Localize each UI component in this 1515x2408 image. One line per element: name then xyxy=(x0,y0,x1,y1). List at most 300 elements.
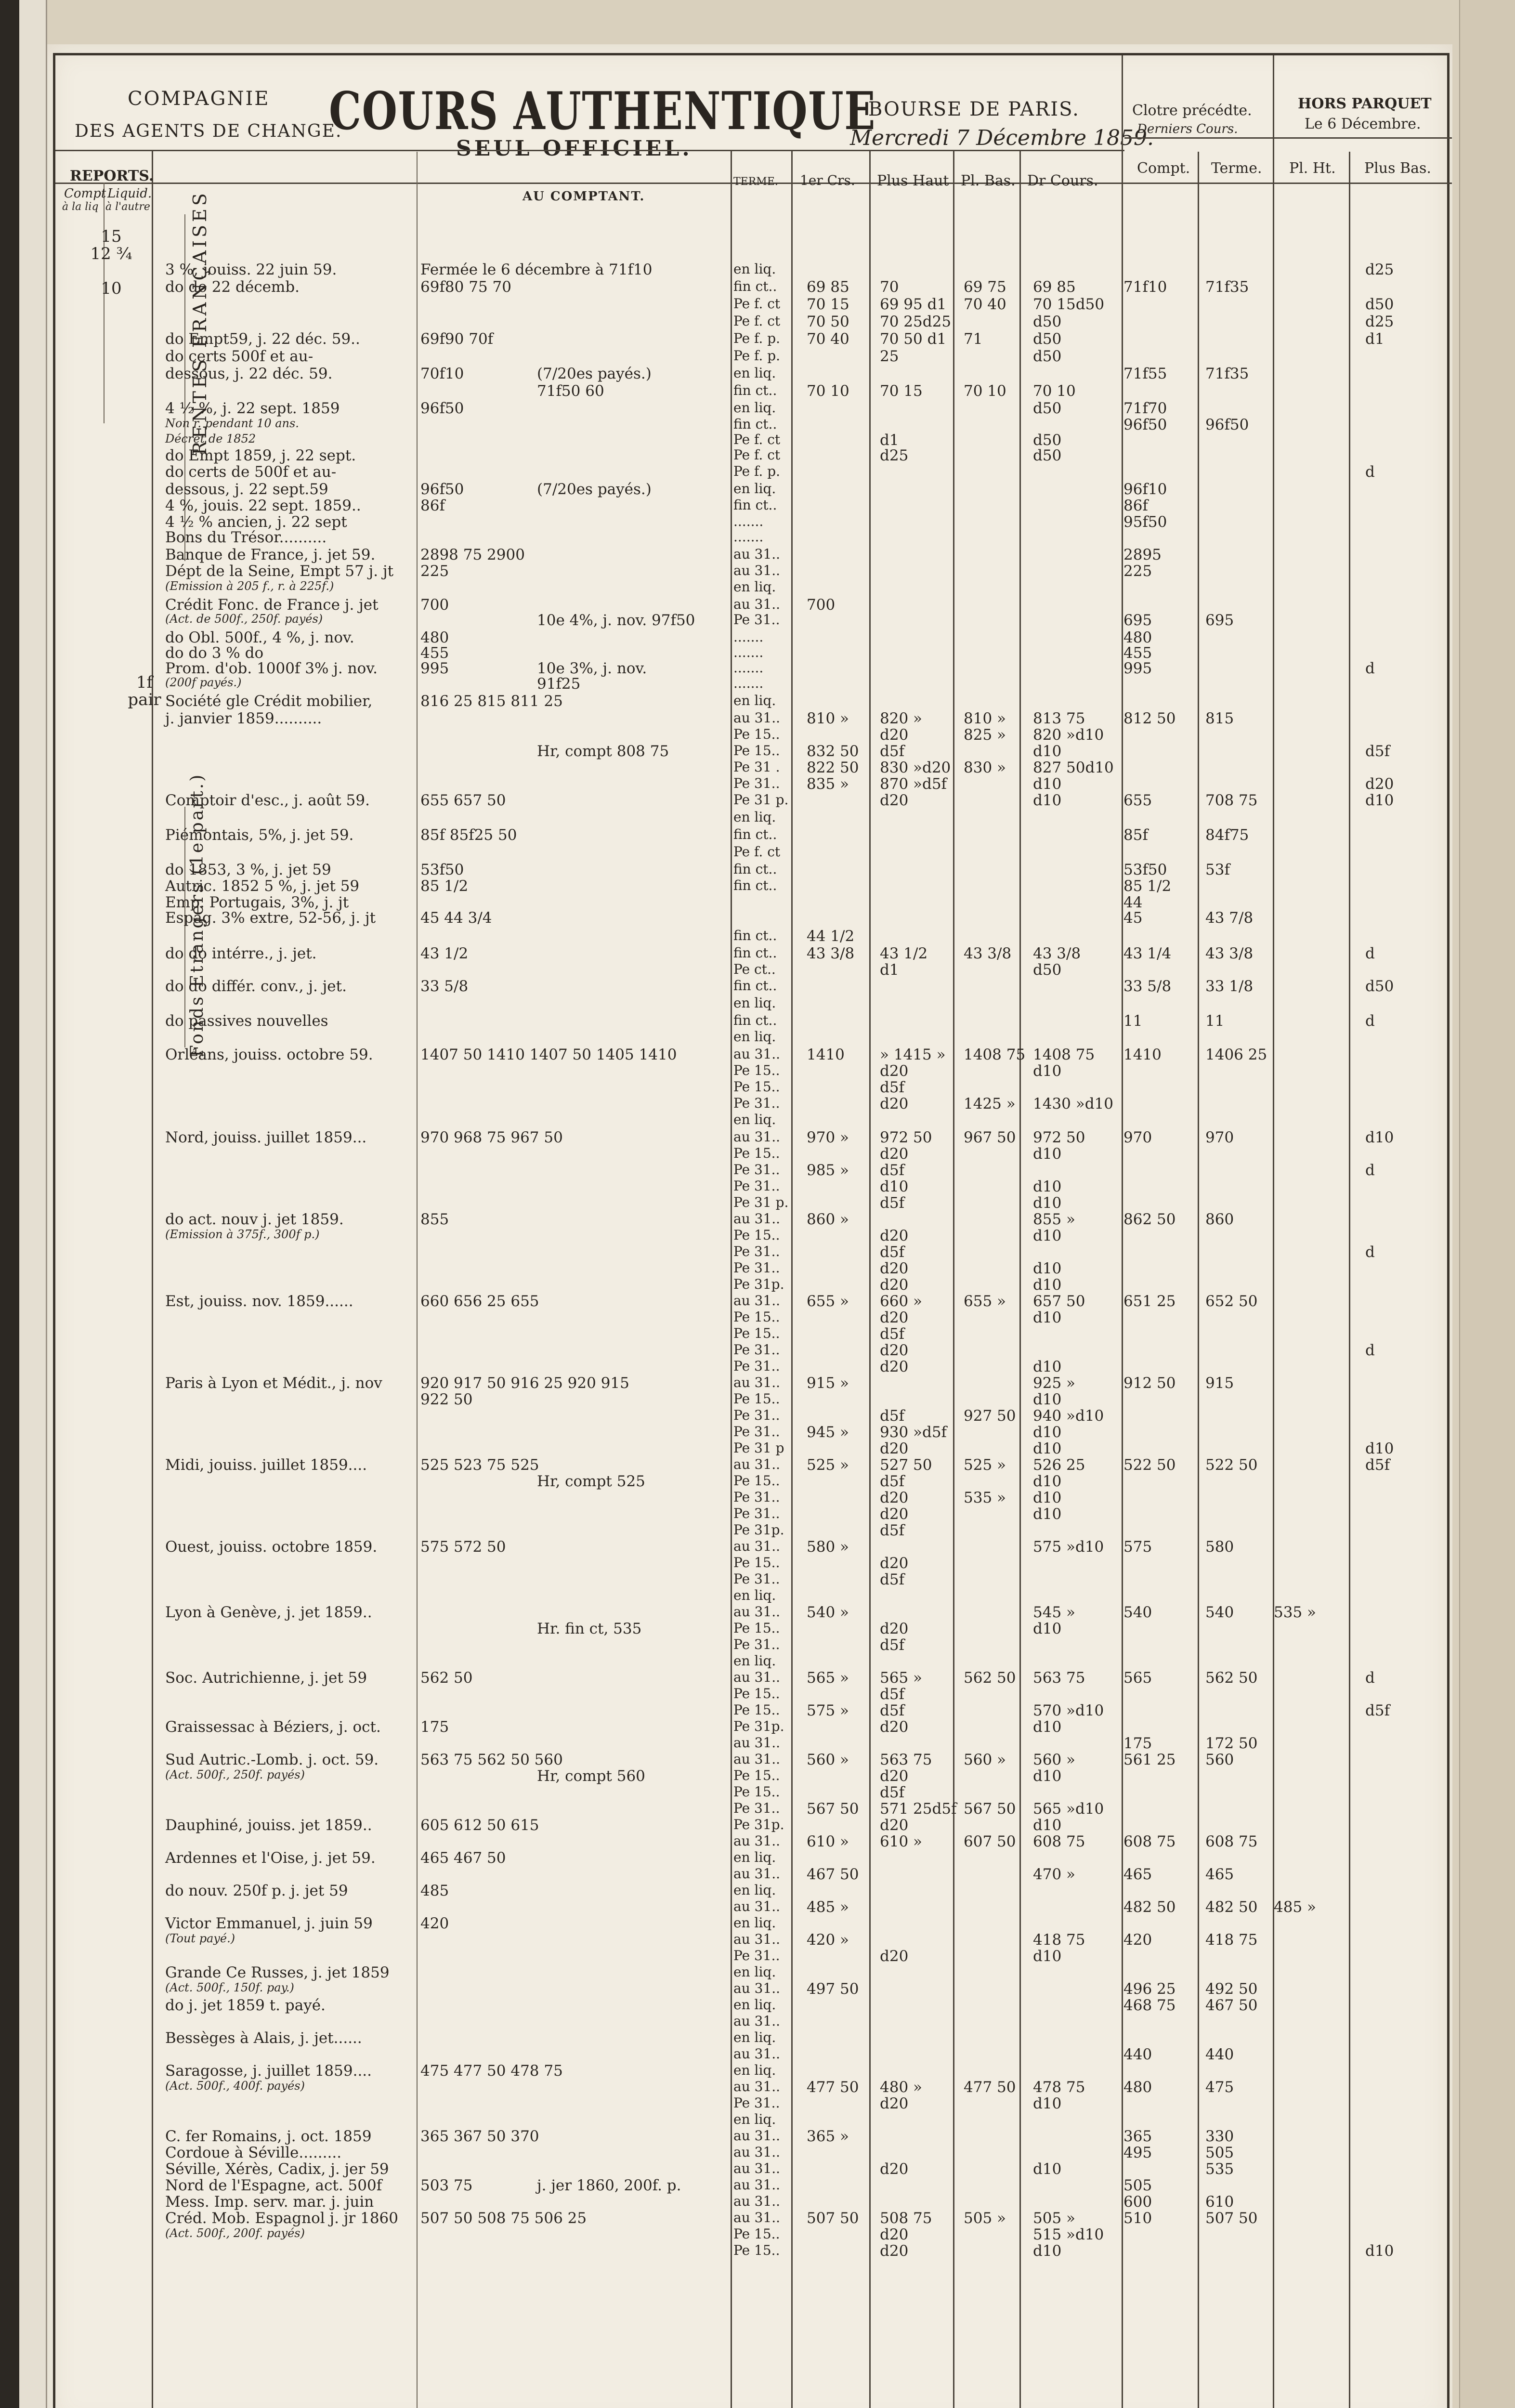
col-divider-4 xyxy=(1019,150,1021,2408)
plus-haut: d20 xyxy=(880,1227,909,1244)
security-name: Lyon à Genève, j. jet 1859.. xyxy=(165,1604,372,1621)
premier-cours: 567 50 xyxy=(807,1800,859,1818)
terme-type: Pe 31.. xyxy=(733,1948,780,1963)
terme-type: Pe f. p. xyxy=(733,348,781,364)
terme-type: au 31.. xyxy=(733,1931,781,1947)
terme-type: au 31.. xyxy=(733,1538,781,1554)
comptant-note: j. jer 1860, 200f. p. xyxy=(537,2177,681,2194)
header-rule xyxy=(55,150,1124,151)
cloture-comptant: 45 xyxy=(1123,909,1143,927)
dernier-cours: 545 » xyxy=(1033,1604,1075,1621)
terme-type: Pe 31.. xyxy=(733,1342,780,1358)
premier-cours: 700 xyxy=(807,596,836,614)
comptant-prices: 86f xyxy=(420,497,445,514)
dernier-cours: 43 3/8 xyxy=(1033,945,1081,962)
security-name: Prom. d'ob. 1000f 3% j. nov. xyxy=(165,660,378,677)
terme-type: Pe f. ct xyxy=(733,447,781,463)
plus-bas: 525 » xyxy=(964,1456,1006,1474)
cloture-terme: 560 xyxy=(1205,1751,1234,1768)
terme-type: Pe 15.. xyxy=(733,1062,780,1078)
terme-type: au 31.. xyxy=(733,2013,781,2029)
cloture-comptant: 695 xyxy=(1123,612,1152,629)
premier-cours: 70 10 xyxy=(807,382,849,400)
terme-type: Pe 31p. xyxy=(733,1276,784,1292)
terme-type: au 31.. xyxy=(733,1129,781,1145)
cloture-comptant: 970 xyxy=(1123,1129,1152,1146)
terme-type: Pe 31.. xyxy=(733,1260,780,1276)
plus-haut: d20 xyxy=(880,2226,909,2243)
plus-bas: 69 75 xyxy=(964,278,1006,296)
plus-haut: 660 » xyxy=(880,1293,922,1310)
plus-bas: 560 » xyxy=(964,1751,1006,1768)
comptant-prices: 970 968 75 967 50 xyxy=(420,1129,563,1146)
terme-type: Pe 31.. xyxy=(733,1358,780,1374)
terme-type: en liq. xyxy=(733,1029,776,1045)
terme-type: au 31.. xyxy=(733,2144,781,2160)
cloture-subheading: Derniers Cours. xyxy=(1137,122,1238,136)
liquid-heading: Liquid. xyxy=(107,186,152,201)
dernier-cours: 70 10 xyxy=(1033,382,1076,400)
dernier-cours: d10 xyxy=(1033,1424,1062,1441)
hors-parquet-bas: d25 xyxy=(1365,261,1394,278)
cloture-terme: 43 7/8 xyxy=(1205,909,1254,927)
plus-haut: 571 25d5f xyxy=(880,1800,957,1818)
compt-subheading: à la liq xyxy=(62,201,99,213)
hors-parquet-divider xyxy=(1273,55,1274,2408)
comptant-note: 71f50 60 xyxy=(537,382,604,400)
premier-cours: 915 » xyxy=(807,1374,849,1392)
security-name: 4 %, jouis. 22 sept. 1859.. xyxy=(165,497,361,514)
cloture-comptant: 482 50 xyxy=(1123,1898,1176,1916)
terme-type: Pe 31.. xyxy=(733,1571,780,1587)
company-line1: COMPAGNIE xyxy=(128,88,270,110)
dernier-cours: d50 xyxy=(1033,447,1062,464)
comptant-divider xyxy=(417,152,418,2408)
dernier-cours: 855 » xyxy=(1033,1211,1075,1228)
hors-parquet-bas: d xyxy=(1365,1669,1375,1687)
cloture-terme: 330 xyxy=(1205,2128,1234,2145)
cloture-terme: 482 50 xyxy=(1205,1898,1258,1916)
comptant-prices: 420 xyxy=(420,1915,449,1932)
security-name: C. fer Romains, j. oct. 1859 xyxy=(165,2128,372,2145)
comptant-prices: 85f 85f25 50 xyxy=(420,826,517,844)
comptant-prices: 85 1/2 xyxy=(420,877,469,895)
terme-type: au 31.. xyxy=(733,546,781,562)
cloture-terme: 580 xyxy=(1205,1538,1234,1556)
terme-type: en liq. xyxy=(733,1112,776,1127)
terme-type: au 31.. xyxy=(733,1211,781,1227)
premier-cours: 485 » xyxy=(807,1898,849,1916)
reports-divider xyxy=(152,150,153,2408)
cloture-comptant: 365 xyxy=(1123,2128,1152,2145)
cloture-terme: 172 50 xyxy=(1205,1735,1258,1752)
cloture-comptant: 565 xyxy=(1123,1669,1152,1687)
plus-haut: d20 xyxy=(880,1948,909,1965)
security-name: (200f payés.) xyxy=(165,676,242,689)
comptant-prices: 43 1/2 xyxy=(420,945,469,962)
security-name: Mess. Imp. serv. mar. j. juin xyxy=(165,2193,374,2211)
comptant-prices: 605 612 50 615 xyxy=(420,1817,539,1834)
plus-haut: d1 xyxy=(880,432,899,449)
security-name: do act. nouv j. jet 1859. xyxy=(165,1211,344,1228)
hors-parquet-haut: 485 » xyxy=(1274,1898,1316,1916)
hors-parquet-bas: d xyxy=(1365,945,1375,962)
plus-haut: d5f xyxy=(880,1686,905,1703)
hors-parquet-bas: d5f xyxy=(1365,1702,1390,1719)
hors-parquet-bas: d5f xyxy=(1365,1456,1390,1474)
cloture-comptant: 175 xyxy=(1123,1735,1152,1752)
plus-haut: d5f xyxy=(880,1325,905,1343)
plus-haut: d5f xyxy=(880,1243,905,1261)
cloture-comptant: 53f50 xyxy=(1123,861,1167,878)
security-name: (Act. 500f., 200f. payés) xyxy=(165,2226,305,2240)
terme-type: Pe f. ct xyxy=(733,432,781,447)
terme-type: au 31.. xyxy=(733,563,781,578)
cloture-comptant: 480 xyxy=(1123,2079,1152,2096)
dernier-cours: d10 xyxy=(1033,1440,1062,1457)
cloture-comptant: 33 5/8 xyxy=(1123,978,1172,995)
dernier-cours: 418 75 xyxy=(1033,1931,1085,1949)
plus-haut: d20 xyxy=(880,1767,909,1785)
cloture-terme: 610 xyxy=(1205,2193,1234,2211)
terme-type: Pe 15.. xyxy=(733,726,780,742)
terme-type: en liq. xyxy=(733,995,776,1011)
dernier-cours: 515 »d10 xyxy=(1033,2226,1104,2243)
hors-parquet-bas: d xyxy=(1365,660,1375,677)
plus-bas: 1408 75 xyxy=(964,1046,1026,1063)
dernier-cours: 820 »d10 xyxy=(1033,726,1104,744)
cloture-terme: 507 50 xyxy=(1205,2210,1258,2227)
premier-cours: 970 » xyxy=(807,1129,849,1146)
premier-cours: 575 » xyxy=(807,1702,849,1719)
comptant-prices: Fermée le 6 décembre à 71f10 xyxy=(420,261,653,278)
terme-type: Pe 15.. xyxy=(733,1620,780,1636)
dernier-cours: 925 » xyxy=(1033,1374,1075,1392)
security-name: Piémontais, 5%, j. jet 59. xyxy=(165,826,354,844)
terme-type: Pe 31p. xyxy=(733,1718,784,1734)
company-line2: DES AGENTS DE CHANGE. xyxy=(75,121,342,141)
plus-haut: d20 xyxy=(880,1358,909,1375)
liquid-subheading: à l'autre xyxy=(105,201,150,213)
comptant-prices: 69f90 70f xyxy=(420,330,494,348)
terme-type: Pe 31p. xyxy=(733,1522,784,1538)
comptant-prices: 475 477 50 478 75 xyxy=(420,2062,563,2080)
cloture-terme: 540 xyxy=(1205,1604,1234,1621)
terme-type: Pe 31 p xyxy=(733,1440,784,1456)
comptant-prices: 480 xyxy=(420,629,449,646)
terme-type: Pe 15.. xyxy=(733,1391,780,1407)
terme-type: ....... xyxy=(733,529,764,545)
security-name: do certs de 500f et au- xyxy=(165,463,337,481)
terme-type: Pe 31.. xyxy=(733,1162,780,1178)
hors-parquet-bas: d10 xyxy=(1365,2242,1394,2260)
terme-type: Pe 15.. xyxy=(733,1079,780,1095)
terme-type: au 31.. xyxy=(733,2210,781,2225)
page-title: COURS AUTHENTIQUE xyxy=(329,81,876,142)
premier-cours: 69 85 xyxy=(807,278,849,296)
hors-parquet-bas: d10 xyxy=(1365,792,1394,809)
plus-bas: 477 50 xyxy=(964,2079,1016,2096)
cloture-comptant: 420 xyxy=(1123,1931,1152,1949)
terme-type: Pe f. p. xyxy=(733,330,781,346)
dernier-cours: d10 xyxy=(1033,1276,1062,1294)
comptant-note: (7/20es payés.) xyxy=(537,481,652,498)
security-name: Séville, Xérès, Cadix, j. jer 59 xyxy=(165,2160,389,2178)
comptant-prices: 700 xyxy=(420,596,449,614)
dernier-cours: 827 50d10 xyxy=(1033,759,1114,776)
terme-type: au 31.. xyxy=(733,1735,781,1751)
terme-divider xyxy=(731,150,732,2408)
security-name: Dauphiné, jouiss. jet 1859.. xyxy=(165,1817,372,1834)
security-name: (Act. 500f., 250f. payés) xyxy=(165,1768,305,1781)
comptant-prices: 175 xyxy=(420,1718,449,1736)
hors-parquet-bas: d10 xyxy=(1365,1129,1394,1146)
cloture-terme: 467 50 xyxy=(1205,1997,1258,2014)
cloture-terme: 1406 25 xyxy=(1205,1046,1267,1063)
security-name: Graissessac à Béziers, j. oct. xyxy=(165,1718,381,1736)
security-name: do do 22 décemb. xyxy=(165,278,300,296)
terme-type: Pe 31.. xyxy=(733,1407,780,1423)
premier-cours: 835 » xyxy=(807,775,849,793)
terme-type: Pe ct.. xyxy=(733,961,776,977)
security-name: do passives nouvelles xyxy=(165,1012,328,1030)
terme-type: Pe f. p. xyxy=(733,463,781,479)
security-name: dessous, j. 22 déc. 59. xyxy=(165,365,333,382)
plus-bas: 607 50 xyxy=(964,1833,1016,1850)
terme-type: Pe 31.. xyxy=(733,1095,780,1111)
dernier-cours: d10 xyxy=(1033,1505,1062,1523)
plus-bas: 70 10 xyxy=(964,382,1006,400)
dernier-cours: 657 50 xyxy=(1033,1293,1085,1310)
cloture-terme: 915 xyxy=(1205,1374,1234,1392)
security-name: do nouv. 250f p. j. jet 59 xyxy=(165,1882,348,1899)
dernier-cours: d10 xyxy=(1033,1767,1062,1785)
terme-type: au 31.. xyxy=(733,2193,781,2209)
terme-type: fin ct.. xyxy=(733,382,777,398)
plus-haut: 830 »d20 xyxy=(880,759,951,776)
terme-type: Pe 15.. xyxy=(733,1145,780,1161)
terme-type: en liq. xyxy=(733,579,776,595)
cloture-terme: 71f35 xyxy=(1205,278,1249,296)
security-name: Banque de France, j. jet 59. xyxy=(165,546,376,563)
cloture-terme: 465 xyxy=(1205,1866,1234,1883)
plus-haut: d10 xyxy=(880,1178,909,1195)
premier-cours: 655 » xyxy=(807,1293,849,1310)
plus-haut: 972 50 xyxy=(880,1129,932,1146)
terme-type: fin ct.. xyxy=(733,978,777,994)
report-value: pair xyxy=(128,690,161,709)
comptant-prices: 575 572 50 xyxy=(420,1538,506,1556)
plus-haut: d20 xyxy=(880,1342,909,1359)
dernier-cours: 526 25 xyxy=(1033,1456,1085,1474)
session-date: Mercredi 7 Décembre 1859. xyxy=(850,126,1154,150)
security-name: (Tout payé.) xyxy=(165,1932,235,1945)
cloture-comptant: 11 xyxy=(1123,1012,1143,1030)
plus-haut: » 1415 » xyxy=(880,1046,946,1063)
plus-bas: 1425 » xyxy=(964,1095,1016,1112)
cloture-comptant: 2895 xyxy=(1123,546,1162,563)
cloture-comptant: 1410 xyxy=(1123,1046,1162,1063)
plus-haut: d20 xyxy=(880,1440,909,1457)
plus-haut: d20 xyxy=(880,2242,909,2260)
cloture-comptant: 96f10 xyxy=(1123,481,1167,498)
rentes-francaises-label: RENTES FRANÇAISES xyxy=(189,190,210,455)
hors-parquet-bas: d1 xyxy=(1365,330,1384,348)
terme-type: ....... xyxy=(733,644,764,660)
security-name: (Emission à 205 f., r. à 225f.) xyxy=(165,579,334,593)
dernier-cours: d10 xyxy=(1033,1620,1062,1637)
comptant-prices: 33 5/8 xyxy=(420,978,469,995)
dernier-cours: 1408 75 xyxy=(1033,1046,1095,1063)
comptant-prices: 365 367 50 370 xyxy=(420,2128,539,2145)
security-name: Sud Autric.-Lomb. j. oct. 59. xyxy=(165,1751,379,1768)
cloture-compt-heading: Compt. xyxy=(1137,160,1190,177)
comptant-prices: 525 523 75 525 xyxy=(420,1456,539,1474)
plus-bas: 655 » xyxy=(964,1293,1006,1310)
cloture-terme: 652 50 xyxy=(1205,1293,1258,1310)
terme-type: en liq. xyxy=(733,1915,776,1931)
terme-type: Pe f. ct xyxy=(733,296,781,312)
premier-cours-heading: 1er Crs. xyxy=(800,172,855,188)
terme-type: en liq. xyxy=(733,2111,776,2127)
plus-haut: d20 xyxy=(880,1260,909,1277)
page-frame xyxy=(53,53,1450,2408)
comptant-note: 10e 4%, j. nov. 97f50 xyxy=(537,612,695,629)
dernier-cours: 563 75 xyxy=(1033,1669,1085,1687)
premier-cours: 1410 xyxy=(807,1046,845,1063)
comptant-note: Hr, compt 808 75 xyxy=(537,743,669,760)
premier-cours: 810 » xyxy=(807,710,849,727)
plus-haut: d20 xyxy=(880,1620,909,1637)
cloture-comptant: 995 xyxy=(1123,660,1152,677)
plus-haut: d20 xyxy=(880,1718,909,1736)
plus-haut: d20 xyxy=(880,1309,909,1326)
security-name: Orléans, jouiss. octobre 59. xyxy=(165,1046,373,1063)
security-name: Espag. 3% extre, 52-56, j. jt xyxy=(165,909,376,927)
security-name: Ardennes et l'Oise, j. jet 59. xyxy=(165,1849,376,1867)
terme-type: au 31.. xyxy=(733,1046,781,1062)
premier-cours: 467 50 xyxy=(807,1866,859,1883)
security-name: Comptoir d'esc., j. août 59. xyxy=(165,792,370,809)
security-name: dessous, j. 22 sept.59 xyxy=(165,481,328,498)
plus-bas-heading: Pl. Bas. xyxy=(961,172,1016,189)
cloture-comptant: 86f xyxy=(1123,497,1148,514)
security-name: Emp. Portugais, 3%, j. jt xyxy=(165,894,349,911)
premier-cours: 365 » xyxy=(807,2128,849,2145)
terme-type: en liq. xyxy=(733,1997,776,2013)
dernier-cours: d10 xyxy=(1033,743,1062,760)
terme-type: Pe 15.. xyxy=(733,1227,780,1243)
report-value: 10 xyxy=(101,279,122,298)
comptant-prices: 855 xyxy=(420,1211,449,1228)
page-subtitle: SEUL OFFICIEL. xyxy=(456,136,692,161)
hors-parquet-heading: HORS PARQUET xyxy=(1298,95,1432,112)
comptant-prices: 922 50 xyxy=(420,1391,473,1408)
plus-haut: d5f xyxy=(880,1784,905,1801)
terme-type: en liq. xyxy=(733,809,776,825)
comptant-note: 10e 3%, j. nov. xyxy=(537,660,647,677)
cloture-terme: 860 xyxy=(1205,1211,1234,1228)
plus-bas: 825 » xyxy=(964,726,1006,744)
cloture-comptant: 495 xyxy=(1123,2144,1152,2161)
premier-cours: 580 » xyxy=(807,1538,849,1556)
premier-cours: 497 50 xyxy=(807,1980,859,1998)
plus-haut: 70 50 d1 xyxy=(880,330,947,348)
cloture-comptant: 96f50 xyxy=(1123,416,1167,433)
premier-cours: 70 40 xyxy=(807,330,849,348)
plus-bas: 70 40 xyxy=(964,296,1006,313)
plus-haut: d20 xyxy=(880,1505,909,1523)
dernier-cours: d10 xyxy=(1033,1260,1062,1277)
plus-haut: d5f xyxy=(880,1636,905,1654)
premier-cours: 507 50 xyxy=(807,2210,859,2227)
security-name: do do 3 % do xyxy=(165,644,264,662)
cloture-divider xyxy=(1122,55,1123,2408)
premier-cours: 560 » xyxy=(807,1751,849,1768)
comptant-note: 91f25 xyxy=(537,675,581,693)
security-name: Midi, jouiss. juillet 1859.... xyxy=(165,1456,367,1474)
terme-type: Pe 15.. xyxy=(733,1702,780,1718)
cloture-heading: Clotre précédte. xyxy=(1132,102,1252,119)
cloture-terme: 53f xyxy=(1205,861,1230,878)
security-name: j. janvier 1859.......... xyxy=(165,710,322,727)
cloture-comptant: 440 xyxy=(1123,2046,1152,2063)
plus-haut-heading: Plus Haut xyxy=(877,172,949,189)
dernier-cours: 505 » xyxy=(1033,2210,1075,2227)
plus-bas: 810 » xyxy=(964,710,1006,727)
header-rule-right xyxy=(1124,137,1452,139)
security-name: Non r. pendant 10 ans. xyxy=(165,417,299,430)
hors-parquet-bas: d10 xyxy=(1365,1440,1394,1457)
report-value: 12 ¾ xyxy=(90,244,132,263)
terme-type: Pe 15.. xyxy=(733,1784,780,1800)
comptant-prices: 655 657 50 xyxy=(420,792,506,809)
cloture-comptant: 505 xyxy=(1123,2177,1152,2194)
premier-cours: 860 » xyxy=(807,1211,849,1228)
cloture-terme: 84f75 xyxy=(1205,826,1249,844)
terme-type: en liq. xyxy=(733,2062,776,2078)
plus-haut: d5f xyxy=(880,1571,905,1588)
terme-type: au 31.. xyxy=(733,1293,781,1309)
cloture-col-divider xyxy=(1198,152,1199,2408)
security-name: Saragosse, j. juillet 1859.... xyxy=(165,2062,372,2080)
terme-type: fin ct.. xyxy=(733,497,777,513)
compt-heading: Compt xyxy=(64,186,106,201)
terme-type: Pe 31.. xyxy=(733,2095,780,2111)
cloture-comptant: 862 50 xyxy=(1123,1211,1176,1228)
premier-cours: 70 15 xyxy=(807,296,849,313)
terme-type: au 31.. xyxy=(733,1980,781,1996)
terme-type: Pe 15.. xyxy=(733,1686,780,1701)
cloture-terme: 522 50 xyxy=(1205,1456,1258,1474)
dernier-cours: d10 xyxy=(1033,1227,1062,1244)
cloture-comptant: 85 1/2 xyxy=(1123,877,1172,895)
plus-haut: 480 » xyxy=(880,2079,922,2096)
security-name: (Act. 500f., 400f. payés) xyxy=(165,2079,305,2093)
cloture-terme: 418 75 xyxy=(1205,1931,1258,1949)
cloture-comptant: 71f10 xyxy=(1123,278,1167,296)
dernier-cours: d10 xyxy=(1033,1194,1062,1212)
plus-bas: 43 3/8 xyxy=(964,945,1012,962)
terme-type: Pe 31.. xyxy=(733,1636,780,1652)
hors-parquet-bas: d xyxy=(1365,1243,1375,1261)
premier-cours: 610 » xyxy=(807,1833,849,1850)
cloture-comptant: 608 75 xyxy=(1123,1833,1176,1850)
hp-col-divider xyxy=(1349,152,1350,2408)
cloture-comptant: 540 xyxy=(1123,1604,1152,1621)
terme-type: en liq. xyxy=(733,481,776,497)
dernier-cours: 478 75 xyxy=(1033,2079,1085,2096)
